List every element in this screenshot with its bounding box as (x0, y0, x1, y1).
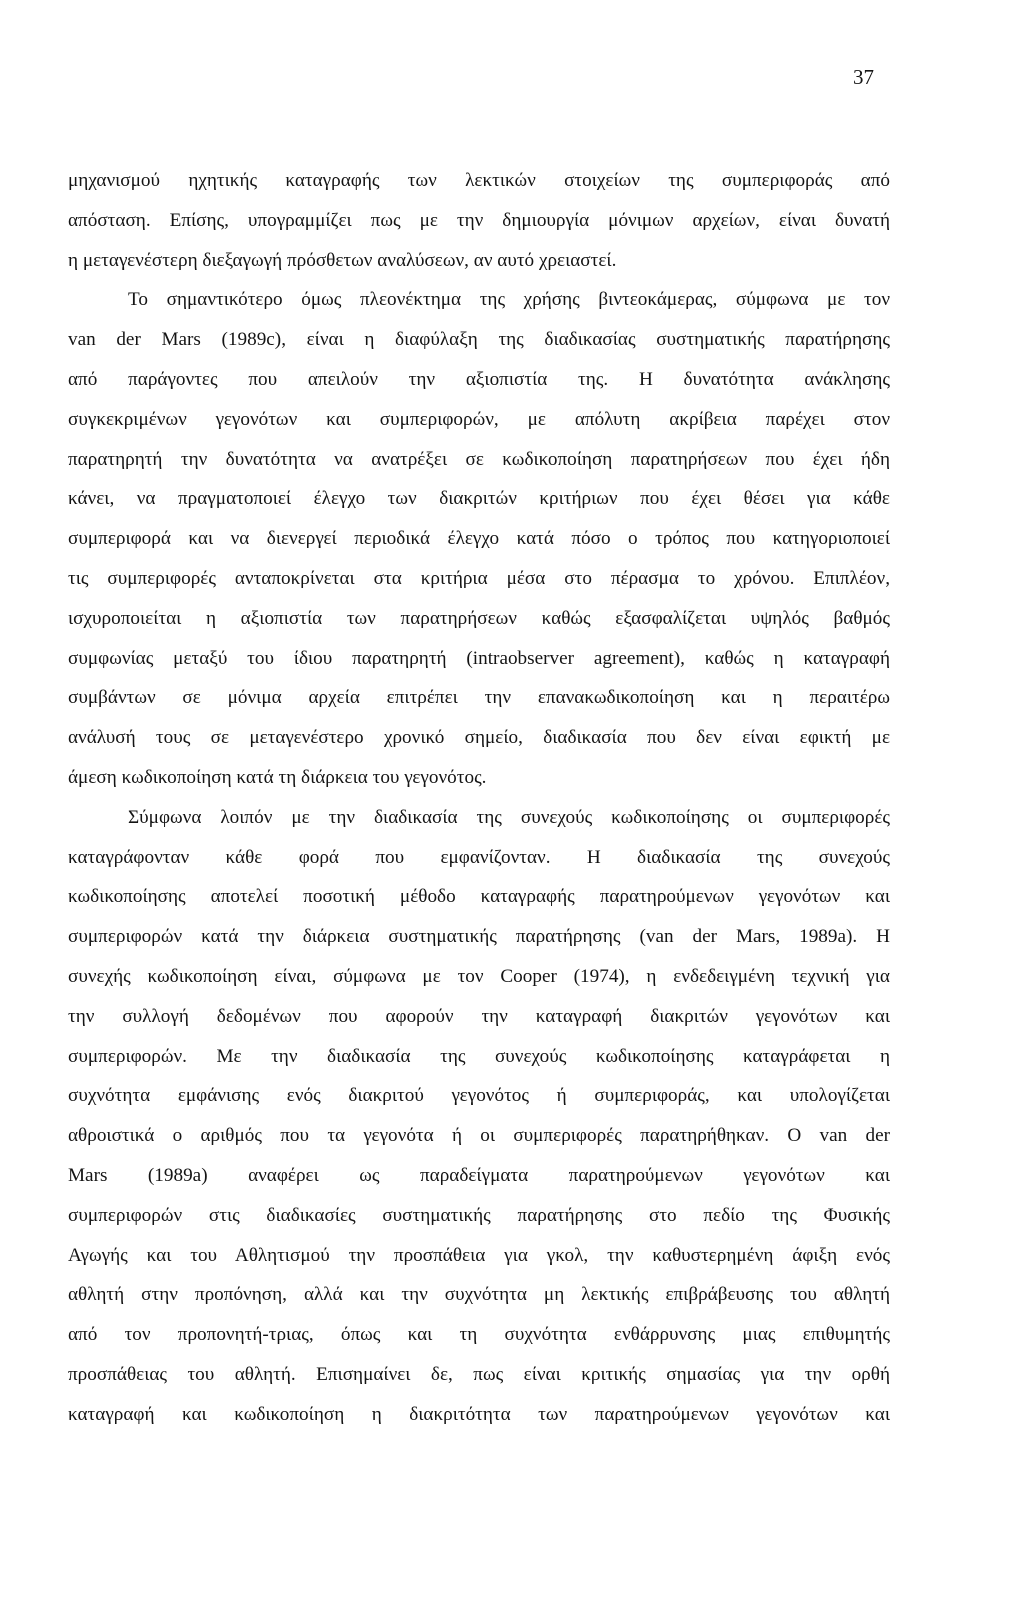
text-line: van der Mars (1989c), είναι η διαφύλαξη της διαδικασίας συστηματικής παρατήρησης (68, 329, 890, 351)
text-line: Το σημαντικότερο όμως πλεονέκτημα της χρήσης βιντεοκάμερας, σύμφωνα με τον (128, 289, 890, 311)
text-line: συμπεριφορών. Με την διαδικασία της συνεχούς κωδικοποίησης καταγράφεται η (68, 1045, 890, 1067)
text-line: αθλητή στην προπόνηση, αλλά και την συχνότητα μη λεκτικής επιβράβευσης του αθλητή (68, 1284, 890, 1306)
text-line: κωδικοποίησης αποτελεί ποσοτική μέθοδο καταγραφής παρατηρούμενων γεγονότων και (68, 886, 890, 908)
text-line: συχνότητα εμφάνισης ενός διακριτού γεγονότος ή συμπεριφοράς, και υπολογίζεται (68, 1085, 890, 1107)
text-line: ανάλυσή τους σε μεταγενέστερο χρονικό σημείο, διαδικασία που δεν είναι εφικτή με (68, 727, 890, 749)
text-line: από παράγοντες που απειλούν την αξιοπιστία της. Η δυνατότητα ανάκλησης (68, 368, 890, 390)
text-line: καταγράφονταν κάθε φορά που εμφανίζονταν. Η διαδικασία της συνεχούς (68, 846, 890, 868)
text-line: άμεση κωδικοποίηση κατά τη διάρκεια του γεγονότος. (68, 766, 487, 788)
text-line: συγκεκριμένων γεγονότων και συμπεριφορών, με απόλυτη ακρίβεια παρέχει στον (68, 408, 890, 430)
text-line: την συλλογή δεδομένων που αφορούν την καταγραφή διακριτών γεγονότων και (68, 1005, 890, 1027)
text-line: παρατηρητή την δυνατότητα να ανατρέξει σε κωδικοποίηση παρατηρήσεων που έχει ήδη (68, 448, 890, 470)
text-line: Σύμφωνα λοιπόν με την διαδικασία της συνεχούς κωδικοποίησης οι συμπεριφορές (128, 806, 890, 828)
text-line: προσπάθειας του αθλητή. Επισημαίνει δε, πως είναι κριτικής σημασίας για την ορθή (68, 1363, 890, 1385)
text-line: συνεχής κωδικοποίηση είναι, σύμφωνα με τον Cooper (1974), η ενδεδειγμένη τεχνική για (68, 965, 890, 987)
text-line: καταγραφή και κωδικοποίηση η διακριτότητα των παρατηρούμενων γεγονότων και (68, 1403, 890, 1425)
text-line: συμπεριφορά και να διενεργεί περιοδικά έλεγχο κατά πόσο ο τρόπος που κατηγοριοποιεί (68, 528, 890, 550)
text-line: Αγωγής και του Αθλητισμού την προσπάθεια για γκολ, την καθυστερημένη άφιξη ενός (68, 1244, 890, 1266)
text-line: συμπεριφορών κατά την διάρκεια συστηματικής παρατήρησης (van der Mars, 1989a). Η (68, 926, 890, 948)
page-number: 37 (853, 65, 874, 89)
text-line: συμφωνίας μεταξύ του ίδιου παρατηρητή (intraobserver agreement), καθώς η καταγραφή (68, 647, 890, 669)
text-line: κάνει, να πραγματοποιεί έλεγχο των διακριτών κριτήριων που έχει θέσει για κάθε (68, 488, 890, 510)
text-line: αθροιστικά ο αριθμός που τα γεγονότα ή οι συμπεριφορές παρατηρήθηκαν. Ο van der (68, 1125, 890, 1147)
body-text (68, 166, 890, 1440)
text-line: τις συμπεριφορές ανταποκρίνεται στα κριτήρια μέσα στο πέρασμα το χρόνου. Επιπλέον, (68, 567, 890, 589)
text-line: απόσταση. Επίσης, υπογραμμίζει πως με την δημιουργία μόνιμων αρχείων, είναι δυνατή (68, 209, 890, 231)
text-line: ισχυροποιείται η αξιοπιστία των παρατηρήσεων καθώς εξασφαλίζεται υψηλός βαθμός (68, 607, 890, 629)
text-line: συμβάντων σε μόνιμα αρχεία επιτρέπει την επανακωδικοποίηση και η περαιτέρω (68, 687, 890, 709)
text-line: μηχανισμού ηχητικής καταγραφής των λεκτικών στοιχείων της συμπεριφοράς από (68, 170, 890, 191)
text-line: Mars (1989a) αναφέρει ως παραδείγματα παρατηρούμενων γεγονότων και (68, 1164, 890, 1186)
text-line: από τον προπονητή-τριας, όπως και τη συχνότητα ενθάρρυνσης μιας επιθυμητής (68, 1324, 890, 1346)
text-line: συμπεριφορών στις διαδικασίες συστηματικής παρατήρησης στο πεδίο της Φυσικής (68, 1204, 890, 1226)
text-line: η μεταγενέστερη διεξαγωγή πρόσθετων αναλύσεων, αν αυτό χρειαστεί. (68, 249, 617, 271)
